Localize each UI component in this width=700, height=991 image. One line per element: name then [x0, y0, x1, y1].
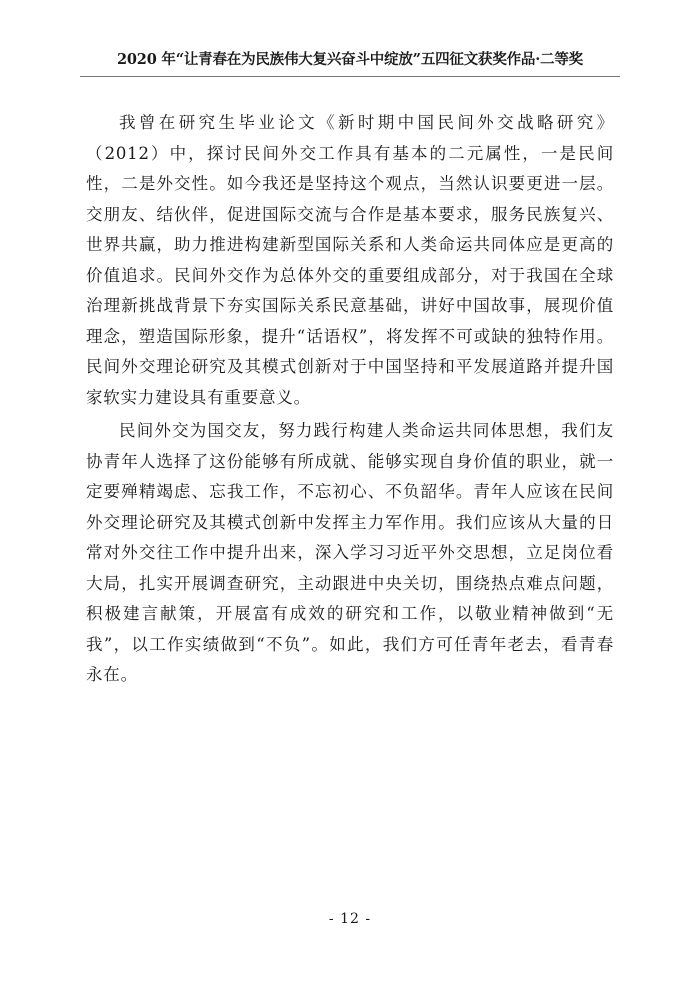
page-header-title: 2020 年“让青春在为民族伟大复兴奋斗中绽放”五四征文获奖作品·二等奖 [117, 51, 583, 68]
paragraph: 我曾在研究生毕业论文《新时期中国民间外交战略研究》（2012）中，探讨民间外交工作具有基本的二元属性，一是民间性，二是外交性。如今我还是坚持这个观点，当然认识要更进一层。交朋友、结伙伴，促进国际交流与合作是基本要求，服务民族复兴、世界共赢，助力推进构建新型国际关系和人类命运共同体应是更高的价值追求。民间外交作为总体外交的重要组成部分，对于我国在全球治理新挑战背景下夯实国际关系民意基础，讲好中国故事，展现价值理念，塑造国际形象，提升“话语权”，将发挥不可或缺的独特作用。民间外交理论研究及其模式创新对于中国坚持和平发展道路并提升国家软实力建设具有重要意义。 [86, 113, 614, 407]
paragraph: 民间外交为国交友，努力践行构建人类命运共同体思想，我们友协青年人选择了这份能够有所成就、能够实现自身价值的职业，就一定要殚精竭虑、忘我工作，不忘初心、不负韶华。青年人应该在民间外交理论研究及其模式创新中发挥主力军作用。我们应该从大量的日常对外交往工作中提升出来，深入学习习近平外交思想，立足岗位看大局，扎实开展调查研究，主动跟进中央关切，围绕热点难点问题，积极建言献策，开展富有成效的研究和工作，以敬业精神做到“无我”，以工作实绩做到“不负”。如此，我们方可任青年老去，看青春永在。 [86, 421, 614, 684]
document-body [86, 108, 614, 691]
header-divider [80, 76, 620, 77]
page-number: - 12 - [328, 911, 372, 927]
